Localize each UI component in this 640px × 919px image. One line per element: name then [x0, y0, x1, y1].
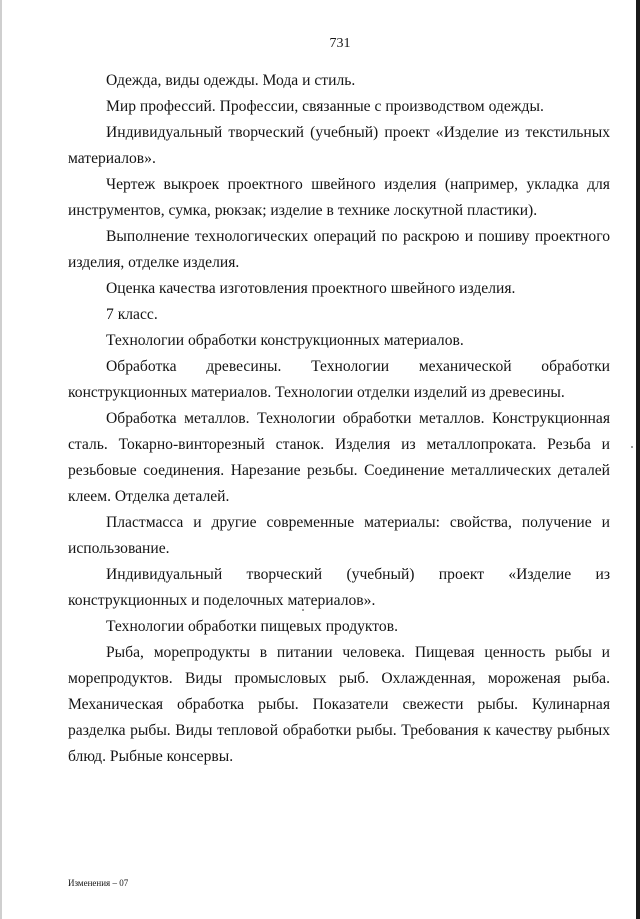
paragraph: 7 класс.: [106, 306, 158, 323]
paragraph: Выполнение технологических операций по раскрою и пошиву проектного изделия, отделке изделия.: [68, 228, 610, 271]
paragraph: Индивидуальный творческий (учебный) проект «Изделие из конструкционных и поделочных материалов».: [68, 566, 610, 609]
paragraph: Чертеж выкроек проектного швейного изделия (например, укладка для инструментов, сумка, рюкзак; изделие в технике лоскутной пластики).: [68, 176, 610, 219]
paragraph: Пластмасса и другие современные материалы: свойства, получение и использование.: [68, 514, 610, 557]
scan-speck: [302, 609, 304, 611]
scan-edge-right: [636, 0, 640, 919]
scan-edge-left: [0, 0, 2, 919]
footer-revision: Изменения – 07: [68, 878, 129, 888]
paragraph: Рыба, морепродукты в питании человека. Пищевая ценность рыбы и морепродуктов. Виды промысловых рыб. Охлажденная, мороженая рыба. Механическая обработка рыбы. Показатели свежести рыбы. Кулинарная разделка рыбы. Виды тепловой обработки рыбы. Требования к качеству рыбных блюд. Рыбные консервы.: [68, 644, 610, 765]
page-number: 731: [329, 36, 351, 51]
paragraph: Обработка металлов. Технологии обработки металлов. Конструкционная сталь. Токарно-винторезный станок. Изделия из металлопроката. Резьба и резьбовые соединения. Нарезание резьбы. Соединение металлических деталей клеем. Отделка деталей.: [68, 410, 610, 505]
paragraph: Обработка древесины. Технологии механической обработки конструкционных материалов. Технологии отделки изделий из древесины.: [68, 358, 610, 401]
paragraph: Технологии обработки пищевых продуктов.: [106, 618, 398, 635]
paragraph: Мир профессий. Профессии, связанные с производством одежды.: [106, 98, 544, 115]
document-body: [68, 68, 610, 770]
paragraph: Одежда, виды одежды. Мода и стиль.: [106, 72, 356, 89]
scan-speck: [631, 446, 633, 448]
paragraph: Оценка качества изготовления проектного швейного изделия.: [106, 280, 516, 297]
paragraph: Индивидуальный творческий (учебный) проект «Изделие из текстильных материалов».: [68, 124, 610, 167]
paragraph: Технологии обработки конструкционных материалов.: [106, 332, 464, 349]
